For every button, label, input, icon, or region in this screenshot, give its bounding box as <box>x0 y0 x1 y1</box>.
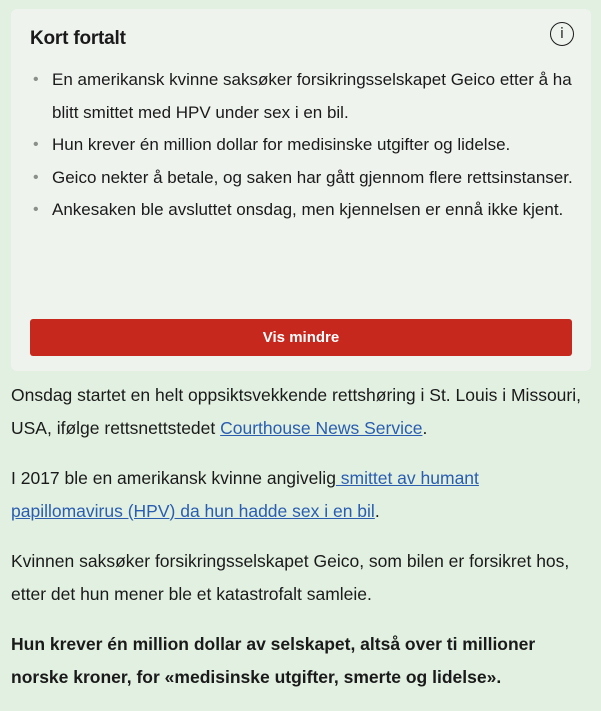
summary-list <box>11 64 591 227</box>
paragraph-text: I 2017 ble en amerikansk kvinne angivelig <box>11 468 336 488</box>
article-paragraph-bold: Hun krever én million dollar av selskapet, altså over ti millioner norske kroner, for «medisinske utgifter, smerte og lidelse». <box>11 634 536 687</box>
paragraph-text: Onsdag startet en helt oppsiktsvekkende rettshøring i St. Louis i Missouri, USA, ifølge rettsnettstedet <box>11 385 581 438</box>
summary-item <box>11 64 591 129</box>
summary-item-text: En amerikansk kvinne saksøker forsikringsselskapet Geico etter å ha blitt smittet med HPV under sex i en bil. <box>52 70 572 122</box>
article-paragraph <box>11 379 593 444</box>
summary-title: Kort fortalt <box>30 28 126 49</box>
summary-item <box>11 129 591 162</box>
summary-box <box>11 9 591 371</box>
bullet-icon: • <box>33 168 39 186</box>
summary-item <box>11 194 591 227</box>
info-icon[interactable]: i <box>550 22 574 46</box>
paragraph-text: . <box>422 417 428 438</box>
summary-item-text: Ankesaken ble avsluttet onsdag, men kjennelsen er ennå ikke kjent. <box>52 200 564 219</box>
courthouse-news-link[interactable]: Courthouse News Service <box>220 417 423 438</box>
article-paragraph: Kvinnen saksøker forsikringsselskapet Geico, som bilen er forsikret hos, etter det hun mener ble et katastrofalt samleie. <box>11 551 570 604</box>
summary-item-text: Hun krever én million dollar for medisinske utgifter og lidelse. <box>52 135 511 154</box>
bullet-icon: • <box>33 201 39 218</box>
summary-item <box>11 162 591 195</box>
summary-item-text: Geico nekter å betale, og saken har gått gjennom flere rettsinstanser. <box>52 167 573 187</box>
show-less-button[interactable]: Vis mindre <box>30 319 572 356</box>
paragraph-text: . <box>374 500 380 521</box>
article-body <box>11 379 593 711</box>
bullet-icon: • <box>33 71 39 88</box>
hpv-article-link[interactable]: smittet av humant papillomavirus (HPV) da hun hadde sex i en bil <box>11 468 479 521</box>
article-paragraph <box>11 462 593 527</box>
bullet-icon: • <box>33 136 39 153</box>
